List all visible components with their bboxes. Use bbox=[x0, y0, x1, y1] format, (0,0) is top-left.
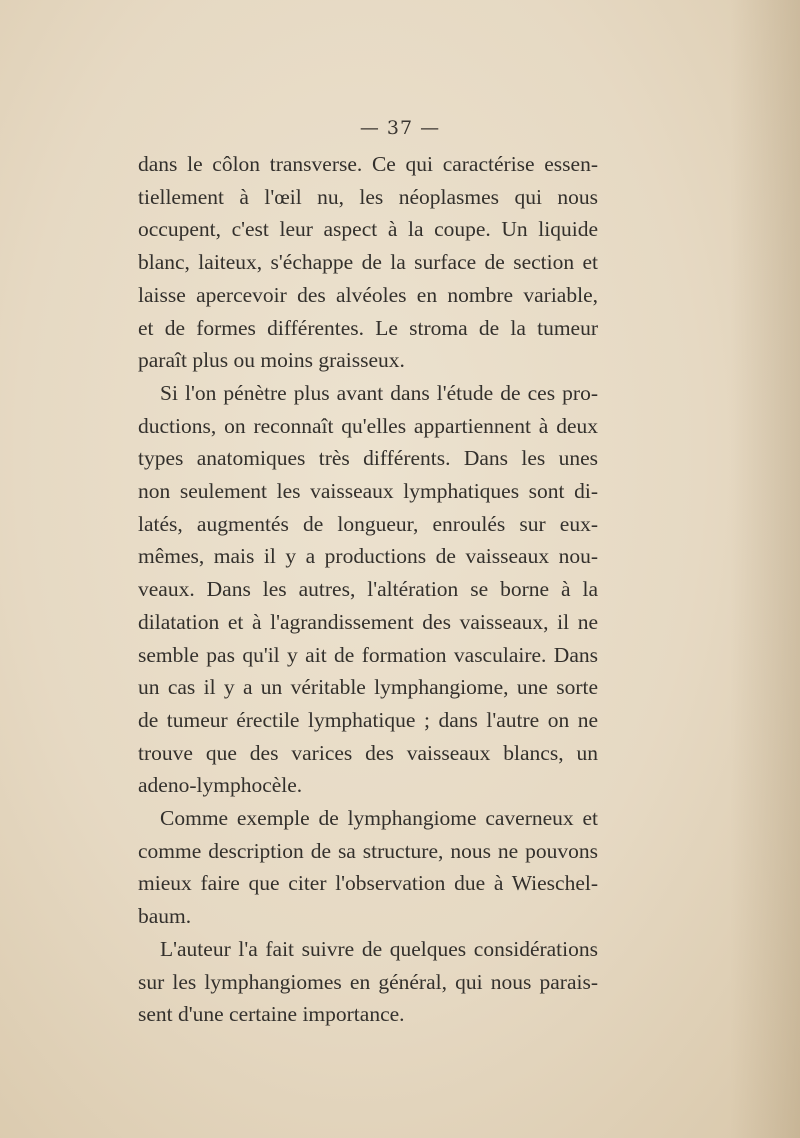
text-line: L'auteur l'a fait suivre de quelques considérations bbox=[160, 936, 598, 961]
text-line: de tumeur érectile lymphatique ; dans l'autre on ne bbox=[138, 707, 598, 732]
text-line: un cas il y a un véritable lymphangiome, une sorte bbox=[138, 675, 598, 700]
text-line: laisse apercevoir des alvéoles en nombre variable, bbox=[138, 282, 598, 307]
text-line: blanc, laiteux, s'échappe de la surface de section et bbox=[138, 250, 598, 275]
text-line: trouve que des varices des vaisseaux blancs, un bbox=[138, 740, 598, 765]
text-line: baum. bbox=[138, 904, 192, 929]
text-line: paraît plus ou moins graisseux. bbox=[138, 348, 405, 373]
page-edge-shadow bbox=[730, 0, 800, 1138]
text-line: mieux faire que citer l'observation due à Wieschel- bbox=[138, 871, 598, 896]
paragraph-4 bbox=[138, 933, 598, 1031]
text-line: adeno-lymphocèle. bbox=[138, 773, 303, 798]
page-number: — 37 — bbox=[359, 117, 441, 139]
text-line: Si l'on pénètre plus avant dans l'étude de ces pro- bbox=[160, 380, 598, 405]
text-line: dilatation et à l'agrandissement des vaisseaux, il ne bbox=[138, 609, 598, 634]
text-line: mêmes, mais il y a productions de vaisseaux nou- bbox=[138, 544, 598, 569]
text-line: sur les lymphangiomes en général, qui nous parais- bbox=[138, 969, 598, 994]
text-line: ductions, on reconnaît qu'elles appartiennent à deux bbox=[138, 413, 598, 438]
text-line: Comme exemple de lymphangiome caverneux et bbox=[160, 806, 598, 831]
text-line: tiellement à l'œil nu, les néoplasmes qui nous bbox=[138, 184, 598, 209]
text-line: latés, augmentés de longueur, enroulés sur eux- bbox=[138, 511, 598, 536]
paragraph-1 bbox=[138, 148, 598, 377]
text-line: types anatomiques très différents. Dans les unes bbox=[138, 446, 598, 471]
paragraph-3 bbox=[138, 802, 598, 933]
text-line: occupent, c'est leur aspect à la coupe. Un liquide bbox=[138, 217, 598, 242]
text-line: semble pas qu'il y ait de formation vasculaire. Dans bbox=[138, 642, 598, 667]
text-line: non seulement les vaisseaux lymphatiques sont di- bbox=[138, 479, 598, 504]
paragraph-2 bbox=[138, 377, 598, 802]
text-line: comme description de sa structure, nous ne pouvons bbox=[138, 838, 598, 863]
text-line: dans le côlon transverse. Ce qui caractérise essen- bbox=[138, 152, 598, 176]
body-text bbox=[138, 148, 598, 1031]
text-line: et de formes différentes. Le stroma de la tumeur bbox=[138, 315, 598, 340]
text-line: veaux. Dans les autres, l'altération se borne à la bbox=[138, 577, 598, 602]
text-line: sent d'une certaine importance. bbox=[138, 1002, 405, 1027]
